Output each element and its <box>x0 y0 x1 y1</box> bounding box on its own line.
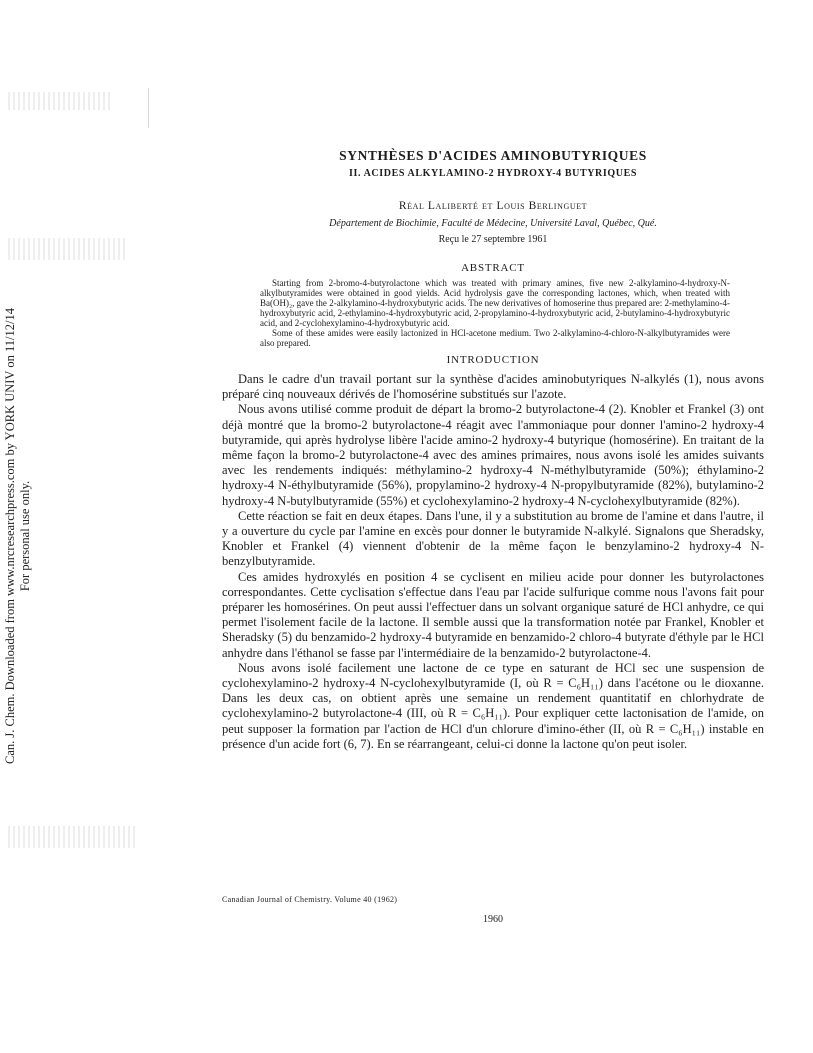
received-date: Reçu le 27 septembre 1961 <box>438 234 548 245</box>
body-paragraph: Nous avons isolé facilement une lactone de ce type en saturant de HCl sec une suspension de cyclohexylamino-2 hydroxy-4 N-cyclohexylbutyramide (I, où R = C₆H₁₁) dans l'acétone ou le dioxanne. Dans les deux cas, on obtient après une semaine un rendement quantitatif en chlorhydrate de cyclohexylamino-2 butyrolactone-4 (III, où R = C₆H₁₁). Pour expliquer cette lactonisation de l'amide, on peut supposer la formation par l'action de HCl d'un chlorure d'imino-éther (II, où R = C₆H₁₁) instable en présence d'un acide fort (6, 7). En se réarrangeant, celui-ci donne la lactone qu'on peut isoler. <box>222 660 764 751</box>
article-title: SYNTHÈSES D'ACIDES AMINOBUTYRIQUES <box>339 148 647 163</box>
affiliation: Département de Biochimie, Faculté de Médecine, Université Laval, Québec, Qué. <box>329 218 657 229</box>
abstract <box>260 278 730 348</box>
body-paragraph: Dans le cadre d'un travail portant sur la synthèse d'acides aminobutyriques N-alkylés (1), nous avons préparé cinq nouveaux dérivés de l'homosérine substitués sur l'azote. <box>222 372 764 402</box>
abstract-paragraph: Some of these amides were easily lactonized in HCl-acetone medium. Two 2-alkylamino-4-chloro-N-alkylbutyramides were also prepared. <box>260 328 730 348</box>
body-text <box>222 372 764 752</box>
journal-footnote: Canadian Journal of Chemistry. Volume 40 (1962) <box>222 895 398 904</box>
scan-noise <box>8 238 128 260</box>
download-stamp-line2: For personal use only. <box>18 480 32 592</box>
article-subtitle: II. ACIDES ALKYLAMINO-2 HYDROXY-4 BUTYRIQUES <box>348 168 638 179</box>
download-stamp-line1: Can. J. Chem. Downloaded from www.nrcresearchpress.com by YORK UNIV on 11/12/14 <box>3 308 17 764</box>
scan-noise <box>8 826 138 848</box>
authors: Réal Laliberté et Louis Berlinguet <box>398 200 588 212</box>
page-number: 1960 <box>483 914 503 925</box>
body-paragraph: Ces amides hydroxylés en position 4 se cyclisent en milieu acide pour donner les butyrolactones correspondantes. Cette cyclisation s'effectue dans l'eau par l'acide sulfurique comme nous l'avons fait pour préparer les homosérines. On peut aussi l'effectuer dans un solvant organique saturé de HCl anhydre, ce qui permet l'isolement facile de la lactone. Il semble aussi que la transformation notée par Frankel, Knobler et Sheradsky (5) du benzamido-2 hydroxy-4 butyramide en benzamido-2 chloro-4 butyrate d'éthyle par le HCl anhydre dans l'éthanol se fasse par l'intermédiaire de la benzamido-2 butyrolactone-4. <box>222 569 764 660</box>
introduction-heading: INTRODUCTION <box>446 354 540 366</box>
scan-noise <box>8 92 113 110</box>
download-stamp <box>3 296 33 776</box>
body-paragraph: Cette réaction se fait en deux étapes. Dans l'une, il y a substitution au brome de l'amine et dans l'autre, il y a ouverture du cycle par l'amine en excès pour donner le butyramide N-alkylé. Signalons que Sheradsky, Knobler et Frankel (4) viennent d'obtenir de la même façon le benzylamino-2 hydroxy-4 N-benzylbutyramide. <box>222 508 764 569</box>
abstract-paragraph: Starting from 2-bromo-4-butyrolactone which was treated with primary amines, five new 2-alkylamino-4-hydroxy-N-alkylbutyramides were obtained in good yields. Acid hydrolysis gave the corresponding lactones, which, when treated with Ba(OH)₂, gave the 2-alkylamino-4-hydroxybutyric acids. The new derivatives of homoserine thus prepared are: 2-methylamino-4-hydroxybutyric acid, 2-ethylamino-4-hydroxybutyric acid, 2-propylamino-4-hydroxybutyric acid, 2-butylamino-4-hydroxybutyric acid, and 2-cyclohexylamino-4-hydroxybutyric acid. <box>260 278 730 328</box>
body-paragraph: Nous avons utilisé comme produit de départ la bromo-2 butyrolactone-4 (2). Knobler et Frankel (3) ont déjà montré que la bromo-2 butyrolactone-4 réagit avec l'ammoniaque pour donner l'amino-2 hydroxy-4 butyramide, qui après hydrolyse libère l'acide amino-2 hydroxy-4 butyrique (homosérine). En traitant de la même façon la bromo-2 butyrolactone-4 avec des amines primaires, nous avons isolé les amides suivants avec les rendements indiqués: méthylamino-2 hydroxy-4 N-méthylbutyramide (50%); éthylamino-2 hydroxy-4 N-éthylbutyramide (56%), propylamino-2 hydroxy-4 N-propylbutyramide (82%), butylamino-2 hydroxy-4 N-butylbutyramide (55%) et cyclohexylamino-2 hydroxy-4 N-cyclohexylbutyramide (82%). <box>222 402 764 508</box>
margin-mark <box>148 88 149 128</box>
abstract-heading: ABSTRACT <box>461 262 525 274</box>
